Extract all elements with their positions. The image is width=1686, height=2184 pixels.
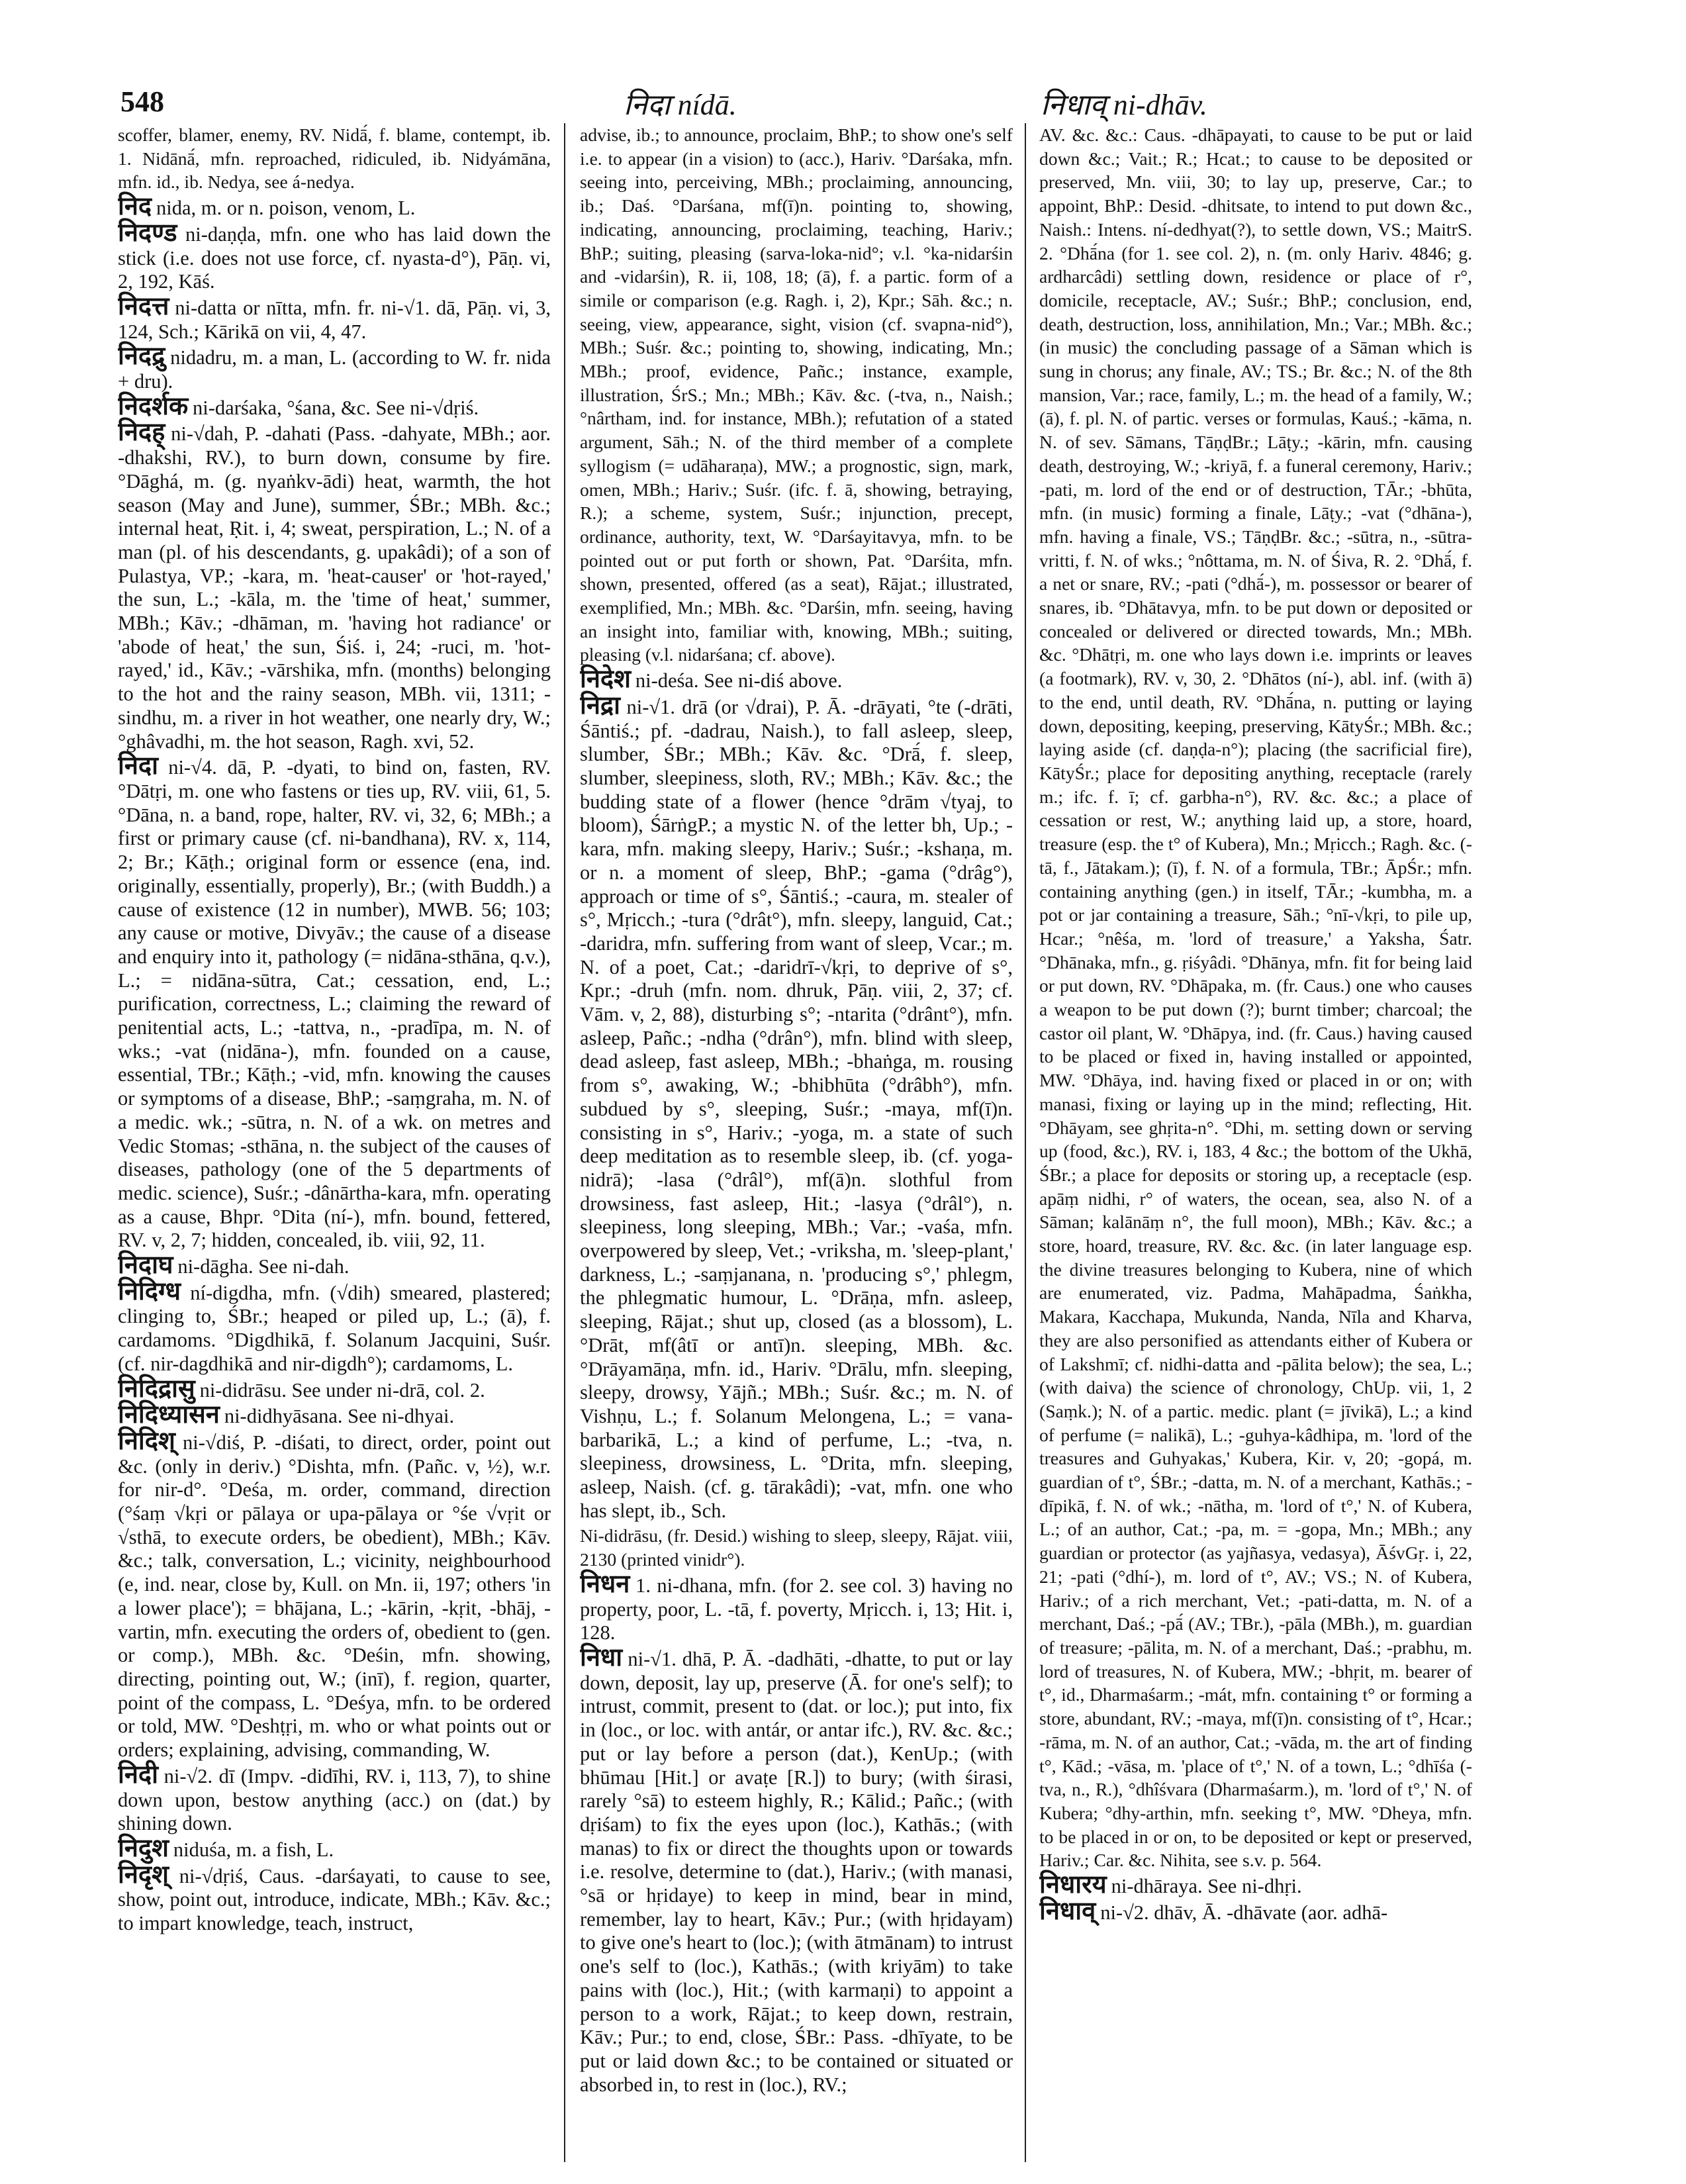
entry-text: ni-√dṛiś, Caus. -darśayati, to cause to see, show, point out, introduce, indicate, MBh.; Kāv. &c.; to impart knowledge, teach, instruct, [118,1864,551,1935]
entry-text: AV. &c. &c.: Caus. -dhāpayati, to cause to be put or laid down &c.; Vait.; R.; Hcat.; to cause to be deposited or preserved, Mn. viii, 30; to lay up, preserve, Car.; to appoint, BhP.: Desid. -dhitsate, to intend to put down &c., Naish.: Intens. ní-dedhyat(?), to settle down, VS.; MaitrS. 2. °Dhā́na (for 1. see col. 2), n. (m. only Hariv. 4846; g. ardharcâdi) settling down, residence or place of r°, domicile, receptacle, AV.; Suśr.; BhP.; conclusion, end, death, destruction, loss, annihilation, Mn.; Var.; MBh. &c.; (in music) the concluding passage of a Sāman which is sung in chorus; any finale, AV.; TS.; Br. &c.; N. of the 8th mansion, Var.; race, family, L.; m. the head of a family, W.; (ā), f. pl. N. of partic. verses or formulas, Kauś.; -kāma, n. N. of sev. Sāmans, TāṇḍBr.; Lāṭy.; -kārin, mfn. causing death, destroying, W.; -kriyā, f. a funeral ceremony, Hariv.; -pati, m. lord of the end or of destruction, TĀr.; -bhūta, mfn. (in music) forming a finale, Lāṭy.; -vat (°dhāna-), mfn. having a finale, VS.; TāṇḍBr. &c.; -sūtra, n., -sūtra-vritti, f. N. of wks.; °nôttama, m. N. of Śiva, R. 2. °Dhā́, f. a net or snare, RV.; -pati (°dhā́-), m. possessor or bearer of snares, ib. °Dhātavya, mfn. to be put down or deposited or concealed or delivered or directed towards, Mn.; MBh. &c. °Dhātṛi, m. one who lays down i.e. imprints or leaves (a footmark), RV. v, 30, 2. °Dhātos (ní-), abl. inf. (with ā) to the end, until death, RV. °Dhā́na, n. putting or laying down, depositing, keeping, preserving, KātyŚr.; MBh. &c.; laying aside (cf. daṇḍa-n°); placing (the sacrificial fire), KātyŚr.; place for depositing anything, receptacle (rarely m.; ifc. f. ī; cf. garbha-n°), RV. &c. &c.; a place of cessation or rest, W.; anything laid up, a store, hoard, treasure (esp. the t° of Kubera), Mn.; Mṛicch.; Ragh. &c. (-tā, f., Jātakam.); (ī), f. N. of a formula, TBr.; ĀpŚr.; mfn. containing anything (gen.) in itself, TĀr.; -kumbha, m. a pot or jar containing a treasure, Sāh.; °nī-√kṛi, to pile up, Hcar.; °nêśa, m. 'lord of treasure,' a Yaksha, Śatr. °Dhānaka, mfn., g. ṛiśyâdi. °Dhānya, mfn. fit for being laid or put down, RV. °Dhāpaka, m. (fr. Caus.) one who causes a weapon to be put down (?); burnt timber; charcoal; the castor oil plant, W. °Dhāpya, ind. (fr. Caus.) having caused to be placed or fixed in, having installed or appointed, MW. °Dhāya, ind. having fixed or placed in or on; with manasi, fixing or laying up in the mind; reflecting, Hit. °Dhāyam, see ghṛita-n°. °Dhi, m. setting down or serving up (food, &c.), RV. i, 183, 4 &c.; the bottom of the Ukhā, ŚBr.; a place for deposits or storing up, a receptacle (esp. apāṃ nidhi, r° of waters, the ocean, sea, also N. of a Sāman; kalānāṃ n°, the full moon), MBh.; Kāv. &c.; a store, hoard, treasure, RV. &c. &c. (in later language esp. the divine treasures belonging to Kubera, nine of which are enumerated, viz. Padma, Mahāpadma, Śaṅkha, Makara, Kacchapa, Mukunda, Nanda, Nīla and Kharva, they are also personified as attendants either of Kubera or of Lakshmī; cf. nidhi-datta and -pālita below); the sea, L.; (with daiva) the science of chronology, ChUp. vii, 1, 2 (Saṃk.); N. of a partic. medic. plant (= jīvikā), L.; a kind of perfume (= nalikā), L.; -guhya-kâdhipa, m. 'lord of the treasures and Guhyakas,' Kubera, Kir. v, 20; -gopá, m. guardian of t°, ŚBr.; -datta, m. N. of a merchant, Kathās.; -dīpikā, f. N. of wk.; -nātha, m. 'lord of t°,' N. of Kubera, L.; of an author, Cat.; -pa, m. = -gopa, Mn.; MBh.; any guardian or protector (as yajñasya, vedasya), ĀśvGṛ. i, 22, 21; -pati (°dhí-), m. lord of t°, AV.; VS.; N. of Kubera, Hariv.; of a rich merchant, Vet.; -pati-datta, m. N. of a merchant, Daś.; -pā́ (AV.; TBr.), -pāla (MBh.), m. guardian of treasure; -pālita, m. N. of a merchant, Daś.; -prabhu, m. lord of treasures, N. of Kubera, MW.; -bhṛit, m. bearer of t°, id., Dharmaśarm.; -mát, mfn. containing t° or forming a store, abundant, RV.; -maya, mf(ī)n. consisting of t°, Hcar.; -rāma, m. N. of an author, Cat.; -vāda, m. the art of finding t°, Kād.; -vāsa, m. 'place of t°,' N. of a town, L.; °dhīśa (-tva, n., R.), °dhîśvara (Dharmaśarm.), m. 'lord of t°,' N. of Kubera; °dhy-arthin, mfn. seeking t°, MW. °Dheya, mfn. to be placed in or on, to be deposited or kept or preserved, Hariv.; Car. &c. Nihita, see s.v. p. 564. [1039,124,1472,1871]
dictionary-entry [580,691,1013,1523]
entry-text: ni-√2. dhāv, Ā. -dhāvate (aor. adhā- [1100,1901,1388,1924]
entry-text: Ni-didrāsu, (fr. Desid.) wishing to sleep, sleepy, Rājat. viii, 2130 (printed vinidr°). [580,1525,1013,1570]
entry-headword: निधारय [1039,1871,1107,1899]
entry-headword: निदर्शक [118,392,189,420]
dictionary-entry [1039,1871,1472,1899]
entry-text: ni-√1. dhā, P. Ā. -dadhāti, -dhatte, to put or lay down, deposit, lay up, preserve (Ā. for one's self); to intrust, commit, present to (dat. or loc.); put into, fix in (loc., or loc. with antár, or antar ifc.), RV. &c. &c.; put or lay before a person (dat.), KenUp.; (with bhūmau [Hit.] or avaṭe [R.]) to bury; (with śirasi, rarely °sā) to esteem highly, R.; Kālid.; Pañc.; (with dṛiśam) to fix the eyes upon (loc.), Kathās.; (with manas) to fix or direct the thoughts upon or towards i.e. resolve, determine to (dat.), Hariv.; (with manasi, °sā or hṛidaye) to keep in mind, bear in mind, remember, lay to heart, Kāv.; Pur.; (with hṛidayam) to give one's heart to (loc.); (with ātmānam) to intrust one's self to (loc.), Kathās.; (with kriyām) to take pains with (loc.), Hit.; (with karmaṇi) to appoint a person to a work, Rājat.; to keep down, restrain, Kāv.; Pur.; to end, close, ŚBr.: Pass. -dhīyate, to be put or laid down &c.; to be contained or situated or absorbed in, to rest in (loc.), RV.; [580,1648,1013,2096]
dictionary-entry [118,1427,551,1762]
entry-text: ni-daṇḍa, mfn. one who has laid down the stick (i.e. does not use force, cf. nyasta-d°), Pāṇ. vi, 2, 192, Kāś. [118,222,551,293]
entry-headword: निद्रा [580,691,620,720]
entry-text: ni-√1. drā (or √drai), P. Ā. -drāyati, °te (-drāti, Śāntiś.; pf. -dadrau, Naish.), to fall asleep, sleep, slumber, ŚBr.; MBh.; Kāv. &c. °Drā́, f. sleep, slumber, sleepiness, sloth, RV.; MBh.; Kāv. &c.; the budding state of a flower (hence °drām √tyaj, to bloom), ŚārṅgP.; a mystic N. of the letter bh, Up.; -kara, mfn. making sleepy, Hariv.; Suśr.; -kshaṇa, m. or n. a moment of sleep, BhP.; -gama (°drâg°), approach or time of s°, Śāntiś.; -caura, m. stealer of s°, Mṛicch.; -tura (°drât°), mfn. sleepy, languid, Cat.; -daridra, mfn. suffering from want of sleep, Vcar.; m. N. of a poet, Cat.; -daridrī-√kṛi, to deprive of s°, Kpr.; -druh (mfn. nom. dhruk, Pāṇ. viii, 2, 37; cf. Vām. v, 2, 88), disturbing s°; -ntarita (°drânt°), mfn. asleep, Pañc.; -ndha (°drân°), mfn. blind with sleep, dead asleep, fast asleep, MBh.; -bhaṅga, m. rousing from s°, awaking, W.; -bhibhūta (°drâbh°), mfn. subdued by s°, sleeping, Suśr.; -maya, mf(ī)n. consisting in s°, Hariv.; -yoga, m. a state of such deep meditation as to resemble sleep, ib. (cf. yoga-nidrā); -lasa (°drâl°), mf(ā)n. slothful from drowsiness, fast asleep, Hit.; -lasya (°drâl°), n. sleepiness, long sleeping, MBh.; Var.; -vaśa, mfn. overpowered by sleep, Vet.; -vriksha, m. 'sleep-plant,' darkness, L.; -saṃjanana, n. 'producing s°,' phlegm, the phlegmatic humour, L. °Drāṇa, mfn. asleep, sleeping, Rājat.; shut up, closed (as a blossom), L. °Drāt, mf(âtī or antī)n. sleeping, MBh. &c. °Drāyamāṇa, mfn. id., Hariv. °Drālu, mfn. sleeping, sleepy, drowsy, Yājñ.; MBh.; Suśr. &c.; m. N. of Vishṇu, L.; f. Solanum Melongena, L.; = vana-barbarikā, L.; a kind of perfume, L.; -tva, n. sleepiness, drowsiness, L. °Drita, mfn. sleeping, asleep, Naish. (cf. g. tārakâdi); -vat, mfn. one who has slept, ib., Sch. [580,695,1013,1522]
entry-headword: निदृश् [118,1860,169,1889]
dictionary-column-2 [580,123,1013,2149]
dictionary-entry [118,292,551,344]
entry-headword: निदाघ [118,1251,173,1280]
entry-headword: निदण्ड [118,218,177,247]
entry-headword: निदिद्रासु [118,1374,195,1403]
column-divider [564,123,565,2162]
dictionary-entry [118,1860,551,1936]
dictionary-entry [1039,123,1472,1872]
page-number: 548 [120,85,164,118]
entry-headword: निदिध्यासन [118,1401,220,1429]
entry-headword: निधा [580,1644,623,1672]
dictionary-column-3 [1039,123,1472,2149]
dictionary-column-1 [118,123,551,2149]
entry-text: nidadru, m. a man, L. (according to W. fr. nida + dru). [118,346,551,393]
entry-text: ni-√4. dā, P. -dyati, to bind on, fasten, RV. °Dātṛi, m. one who fastens or ties up, RV. viii, 61, 5. °Dāna, n. a band, rope, halter, RV. vi, 32, 6; MBh.; a first or primary cause (cf. ni-bandhana), RV. x, 114, 2; Br.; Kāṭh.; original form or essence (ena, ind. originally, essentially, properly), Br.; (with Buddh.) a cause of existence (12 in number), MWB. 56; 103; any cause or motive, Divyāv.; the cause of a disease and enquiry into it, pathology (= nidāna-sthāna, q.v.), L.; = nidāna-sūtra, Cat.; cessation, end, L.; purification, correctness, L.; claiming the reward of penitential acts, L.; -tattva, n., -pradīpa, m. N. of wks.; -vat (nidāna-), mfn. founded on a cause, essential, TBr.; Kāṭh.; -vid, mfn. knowing the causes or symptoms of a disease, BhP.; -saṃgraha, m. N. of a medic. wk.; -sūtra, n. N. of a wk. on metres and Vedic Stomas; -sthāna, n. the subject of the causes of diseases, pathology (one of the 5 departments of medic. science), Suśr.; -dânārtha-kara, mfn. operating as a cause, Bhpr. °Dita (ní-), mfn. bound, fettered, RV. v, 2, 7; hidden, concealed, ib. viii, 92, 11. [118,756,551,1252]
entry-text: scoffer, blamer, enemy, RV. Nidā́, f. blame, contempt, ib. 1. Nidānā́, mfn. reproached, ridiculed, ib. Nidyámāna, mfn. id., ib. Nedya, see á-nedya. [118,124,551,193]
dictionary-entry [118,342,551,393]
column-divider [1025,123,1026,2162]
entry-text: ni-dhāraya. See ni-dhṛi. [1111,1875,1302,1898]
entry-headword: निदत्त [118,292,169,320]
entry-headword: निदेश [580,665,631,694]
running-headword-right: निधाव् ni-dhāv. [1041,89,1207,121]
entry-text: ni-deśa. See ni-diś above. [635,669,843,692]
entry-text: ni-√2. dī (Impv. -didīhi, RV. i, 113, 7), to shine down upon, bestow anything (acc.) on (dat.) by shining down. [118,1764,551,1835]
dictionary-entry [580,123,1013,667]
entry-headword: निदी [118,1760,158,1789]
dictionary-entry [580,1570,1013,1645]
dictionary-entry [118,218,551,294]
entry-headword: निधन [580,1570,630,1598]
dictionary-entry [118,418,551,753]
entry-headword: निदुश [118,1834,169,1862]
entry-text: niduśa, m. a fish, L. [173,1838,334,1861]
entry-text: advise, ib.; to announce, proclaim, BhP.; to show one's self i.e. to appear (in a vision) to (acc.), Hariv. °Darśaka, mfn. seeing into, perceiving, MBh.; proclaiming, announcing, ib.; Daś. °Darśana, mf(ī)n. pointing to, showing, indicating, announcing, proclaiming, teaching, Hariv.; BhP.; suiting, pleasing (sarva-loka-nid°; v.l. °ka-nidarśin and -vidarśin), R. ii, 108, 18; (ā), f. a partic. form of a simile or comparison (e.g. Ragh. i, 2), Kpr.; Sāh. &c.; n. seeing, view, appearance, sight, vision (cf. svapna-nid°), MBh.; Suśr. &c.; pointing to, showing, indicating, Mn.; MBh.; proof, evidence, Pañc.; instance, example, illustration, ŚrS.; Mn.; MBh.; Kāv. &c. (-tva, n., Naish.; °nârtham, ind. for instance, MBh.); refutation of a stated argument, Sāh.; N. of the third member of a complete syllogism (= udāharaṇa), MW.; a prognostic, sign, mark, omen, MBh.; Hariv.; Suśr. (ifc. f. ā, showing, betraying, R.); a scheme, system, Suśr.; injunction, precept, ordinance, authority, text, W. °Darśayitavya, mfn. to be pointed out or put forth or shown, Pat. °Darśita, mfn. shown, presented, offered (as a seat), Rājat.; illustrated, exemplified, Mn.; MBh. &c. °Darśin, mfn. seeing, having an insight into, familiar with, knowing, MBh.; suiting, pleasing (v.l. nidarśana; cf. above). [580,124,1013,665]
entry-headword: निदा [118,752,158,781]
entry-text: ni-√dah, P. -dahati (Pass. -dahyate, MBh.; aor. -dhakshi, RV.), to burn down, consume by fire. °Dāghá, m. (g. nyaṅkv-ādi) heat, warmth, the hot season (May and June), summer, ŚBr.; MBh. &c.; internal heat, Ṛit. i, 4; sweat, perspiration, L.; N. of a man (pl. of his descendants, g. upakâdi); of a son of Pulastya, VP.; -kara, m. 'heat-causer' or 'hot-rayed,' the sun, L.; -kāla, m. the 'time of heat,' summer, MBh.; Kāv.; -dhāman, m. 'having hot radiance' or 'abode of heat,' the sun, Śiś. i, 24; -ruci, m. 'hot-rayed,' id., Kāv.; -vārshika, mfn. (months) belonging to the hot and the rainy season, MBh. vii, 1311; -sindhu, m. a river in hot weather, one nearly dry, W.; °ghâvadhi, m. the hot season, Ragh. xvi, 52. [118,422,551,753]
dictionary-entry [118,1760,551,1836]
dictionary-entry [118,1277,551,1376]
entry-text: nida, m. or n. poison, venom, L. [156,197,416,220]
entry-text: ni-darśaka, °śana, &c. See ni-√dṛiś. [193,396,479,419]
dictionary-entry [118,1403,551,1429]
dictionary-entry [118,1834,551,1862]
entry-headword: निदह् [118,418,165,447]
entry-headword: निदिश् [118,1427,175,1455]
entry-text: ni-didhyāsana. See ni-dhyai. [224,1405,455,1428]
dictionary-entry [580,1524,1013,1571]
dictionary-entry [118,752,551,1253]
page-header [120,79,1560,126]
entry-headword: निधाव् [1039,1897,1096,1925]
entry-text: ni-dāgha. See ni-dah. [177,1255,350,1278]
entry-text: ni-datta or nītta, mfn. fr. ni-√1. dā, Pāṇ. vi, 3, 124, Sch.; Kārikā on vii, 4, 47. [118,296,551,343]
dictionary-entry [580,665,1013,694]
entry-headword: निद [118,193,152,221]
entry-text: 1. ni-dhana, mfn. (for 2. see col. 3) having no property, poor, L. -tā, f. poverty, Mṛicch. i, 13; Hit. i, 128. [580,1574,1013,1644]
entry-headword: निदिग्ध [118,1277,181,1306]
dictionary-entry [118,1374,551,1403]
entry-text: ní-digdha, mfn. (√dih) smeared, plastered; clinging to, ŚBr.; heaped or piled up, L.; (ā), f. cardamoms. °Digdhikā, f. Solanum Jacquini, Suśr. (cf. nir-dagdhikā and nir-digdh°); cardamoms, L. [118,1281,551,1375]
entry-text: ni-√diś, P. -diśati, to direct, order, point out &c. (only in deriv.) °Dishta, mfn. (Pañc. v, ½), w.r. for nir-d°. °Deśa, m. order, command, direction (°śaṃ √kṛi or pālaya or upa-pālaya or °śe √vṛit or √sthā, to execute orders, be obedient), MBh.; Kāv. &c.; talk, conversation, L.; vicinity, neighbourhood (e, ind. near, close by, Kull. on Mn. ii, 197; others 'in a lower place'); = bhājana, L.; -kārin, -kṛit, -bhāj, -vartin, mfn. executing the orders of, obedient to (gen. or comp.), MBh. &c. °Deśin, mfn. showing, directing, pointing out, W.; (inī), f. region, quarter, point of the compass, L. °Deśya, mfn. to be ordered or told, MW. °Deshṭṛi, m. who or what points out or orders; explaining, advising, commanding, W. [118,1431,551,1762]
running-headword-left: निदा nídā. [624,89,737,121]
dictionary-entry [118,123,551,194]
dictionary-entry [580,1646,1013,2097]
dictionary-entry [1039,1897,1472,1925]
dictionary-entry [118,195,551,220]
dictionary-entry [118,1251,551,1280]
entry-headword: निदद्रु [118,342,165,371]
entry-text: ni-didrāsu. See under ni-drā, col. 2. [199,1378,485,1401]
dictionary-entry [118,392,551,420]
